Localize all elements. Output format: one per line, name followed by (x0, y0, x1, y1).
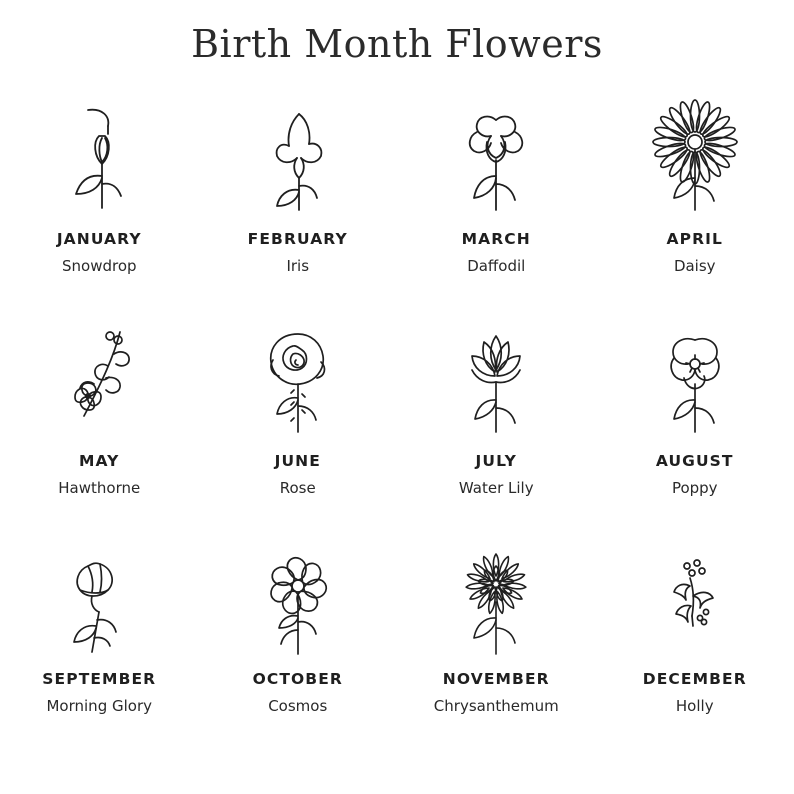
iris-icon (233, 96, 363, 216)
flower-label: Morning Glory (46, 697, 152, 715)
page-title: Birth Month Flowers (191, 22, 603, 66)
chrysanthemum-icon (431, 540, 561, 660)
month-label: JUNE (274, 452, 321, 470)
holly-icon (630, 540, 760, 660)
flower-card-december (600, 540, 790, 762)
flower-card-january (4, 96, 194, 318)
hawthorne-icon (34, 318, 164, 438)
flower-grid (0, 96, 794, 762)
month-label: FEBRUARY (247, 230, 348, 248)
snowdrop-icon (34, 96, 164, 216)
poppy-icon (630, 318, 760, 438)
flower-label: Snowdrop (61, 257, 137, 275)
daisy-icon (630, 96, 760, 216)
month-label: MARCH (461, 230, 531, 248)
flower-card-march (401, 96, 591, 318)
flower-card-august (600, 318, 790, 540)
flower-card-july (401, 318, 591, 540)
flower-label: Holly (675, 697, 714, 715)
flower-card-april (600, 96, 790, 318)
month-label: JANUARY (56, 230, 142, 248)
month-label: DECEMBER (642, 670, 747, 688)
flower-label: Daisy (673, 257, 716, 275)
flower-label: Daffodil (467, 257, 526, 275)
month-label: AUGUST (655, 452, 734, 470)
flower-label: Chrysanthemum (433, 697, 559, 715)
rose-icon (233, 318, 363, 438)
flower-card-november (401, 540, 591, 762)
month-label: APRIL (666, 230, 723, 248)
month-label: MAY (79, 452, 120, 470)
flower-label: Hawthorne (58, 479, 141, 497)
flower-label: Poppy (671, 479, 718, 497)
morning-glory-icon (34, 540, 164, 660)
flower-label: Rose (279, 479, 316, 497)
month-label: NOVEMBER (442, 670, 550, 688)
cosmos-icon (233, 540, 363, 660)
flower-label: Water Lily (458, 479, 534, 497)
flower-card-october (203, 540, 393, 762)
flower-card-february (203, 96, 393, 318)
flower-label: Iris (286, 257, 310, 275)
flower-label: Cosmos (268, 697, 328, 715)
flower-card-september (4, 540, 194, 762)
flower-card-may (4, 318, 194, 540)
daffodil-icon (431, 96, 561, 216)
month-label: SEPTEMBER (42, 670, 157, 688)
water-lily-icon (431, 318, 561, 438)
month-label: JULY (475, 452, 517, 470)
flower-card-june (203, 318, 393, 540)
month-label: OCTOBER (252, 670, 343, 688)
